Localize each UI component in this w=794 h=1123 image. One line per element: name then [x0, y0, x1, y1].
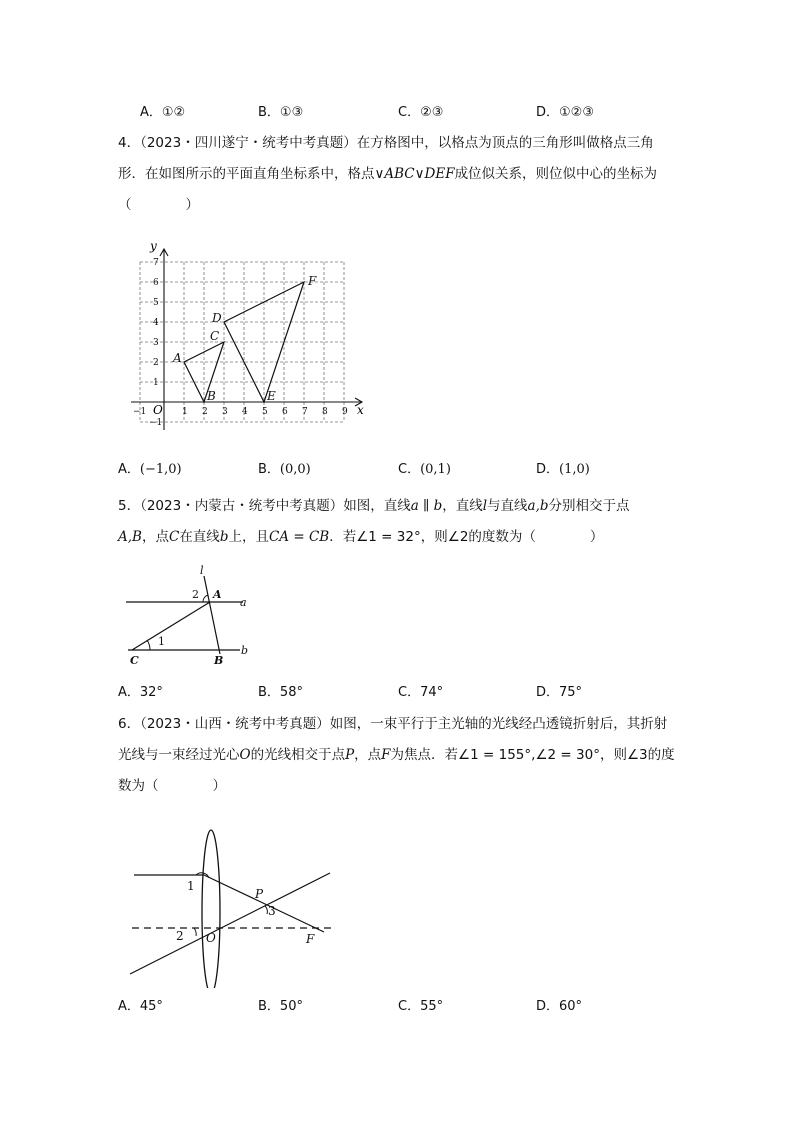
q4-option-d: D．(1,0) [536, 462, 590, 477]
q4-stem-line1: 4．（2023・四川遂宁・统考中考真题）在方格图中，以格点为顶点的三角形叫做格点三角 [118, 135, 654, 151]
angle-3-arc [265, 906, 267, 914]
q6-stem-line3: 数为（ ） [118, 778, 226, 794]
label-p: P [255, 887, 264, 901]
q4-stem-line2-a: 形．在如图所示的平面直角坐标系中，格点 [118, 166, 375, 182]
y-tick: 1 [153, 378, 159, 388]
label-line-b: b [241, 644, 249, 657]
q6-option-a: A．45° [118, 999, 163, 1014]
x-tick: 1 [182, 407, 188, 417]
y-tick: −1 [149, 418, 163, 428]
q3-option-d: D．①②③ [536, 105, 594, 120]
point-c-label: C [210, 329, 220, 343]
q6-option-b: B．50° [258, 999, 303, 1014]
q6-stem-line2: 光线与一束经过光心O的光线相交于点P，点F为焦点．若∠1 = 155°,∠2 = 30°，则∠3的度 [118, 747, 675, 763]
label-angle-1: 1 [158, 635, 165, 648]
segment-ca [132, 602, 210, 650]
y-axis-label: y [150, 239, 157, 253]
q6-stem-line1: 6．（2023・山西・统考中考真题）如图，一束平行于主光轴的光线经凸透镜折射后，其折射 [118, 716, 668, 732]
q4-triangles-math: ∨ABC∨DEF [374, 166, 455, 182]
q4-stem-line2-b: 成位似关系，则位似中心的坐标为 [454, 166, 658, 182]
q5-option-b: B．58° [258, 685, 303, 700]
label-b-point: B [214, 654, 224, 667]
x-tick: 9 [342, 407, 348, 417]
convex-lens [202, 830, 220, 988]
axes [131, 249, 362, 430]
y-tick: 2 [153, 358, 159, 368]
x-tick: 8 [322, 407, 328, 417]
q4-option-a: A．(−1,0) [118, 462, 182, 477]
angle-2-arc [194, 928, 196, 936]
q6-option-c: C．55° [398, 999, 444, 1014]
label-f: F [306, 932, 315, 946]
label-angle-2: 2 [192, 588, 199, 601]
point-e-label: E [267, 389, 276, 403]
q3-option-b: B．①③ [258, 105, 304, 120]
q6-lens-figure [126, 818, 341, 988]
x-tick: 3 [222, 407, 228, 417]
x-tick: 2 [202, 407, 208, 417]
label-c-point: C [130, 654, 139, 667]
x-tick: 7 [302, 407, 308, 417]
q3-option-a: A．①② [140, 105, 186, 120]
q5-option-a: A．32° [118, 685, 163, 700]
label-line-a: a [240, 596, 247, 609]
q5-stem-line2: A,B，点C在直线b上，且CA = CB．若∠1 = 32°，则∠2的度数为（ ） [118, 529, 604, 545]
label-o: O [206, 931, 216, 945]
label-angle-3: 3 [268, 904, 276, 918]
origin-label: O [153, 403, 163, 417]
point-f-label: F [308, 274, 317, 288]
label-angle-1: 1 [187, 879, 195, 893]
point-a-label: A [173, 351, 182, 365]
q5-option-d: D．75° [536, 685, 583, 700]
q3-option-c: C．②③ [398, 105, 444, 120]
y-tick: 5 [153, 298, 159, 308]
q5-parallel-lines-figure [120, 562, 260, 672]
y-tick: 4 [153, 318, 159, 328]
q5-stem-line1: 5．（2023・内蒙古・统考中考真题）如图，直线a ∥ b，直线l与直线a,b分别相交于点 [118, 498, 630, 514]
point-b-label: B [207, 389, 216, 403]
refracted-ray [204, 875, 324, 932]
ray-through-center [130, 873, 330, 974]
q4-option-b: B．(0,0) [258, 462, 311, 477]
x-tick: 4 [242, 407, 248, 417]
q4-answer-paren: （ ） [118, 197, 199, 213]
y-tick: 7 [153, 258, 159, 268]
angle-1-arc [147, 640, 150, 650]
q6-option-d: D．60° [536, 999, 583, 1014]
x-tick: −1 [133, 407, 147, 417]
label-l: l [200, 564, 204, 577]
label-angle-2: 2 [176, 929, 184, 943]
q4-option-c: C．(0,1) [398, 462, 451, 477]
x-tick: 5 [262, 407, 268, 417]
point-d-label: D [212, 311, 222, 325]
angle-2-arc [203, 595, 208, 602]
q4-stem-line2 [118, 168, 657, 182]
x-tick: 6 [282, 407, 288, 417]
y-tick: 3 [153, 338, 159, 348]
q5-option-c: C．74° [398, 685, 444, 700]
x-axis-label: x [357, 403, 364, 417]
q4-grid-figure [125, 232, 375, 432]
y-tick: 6 [153, 278, 159, 288]
label-a-point: A [213, 588, 222, 601]
